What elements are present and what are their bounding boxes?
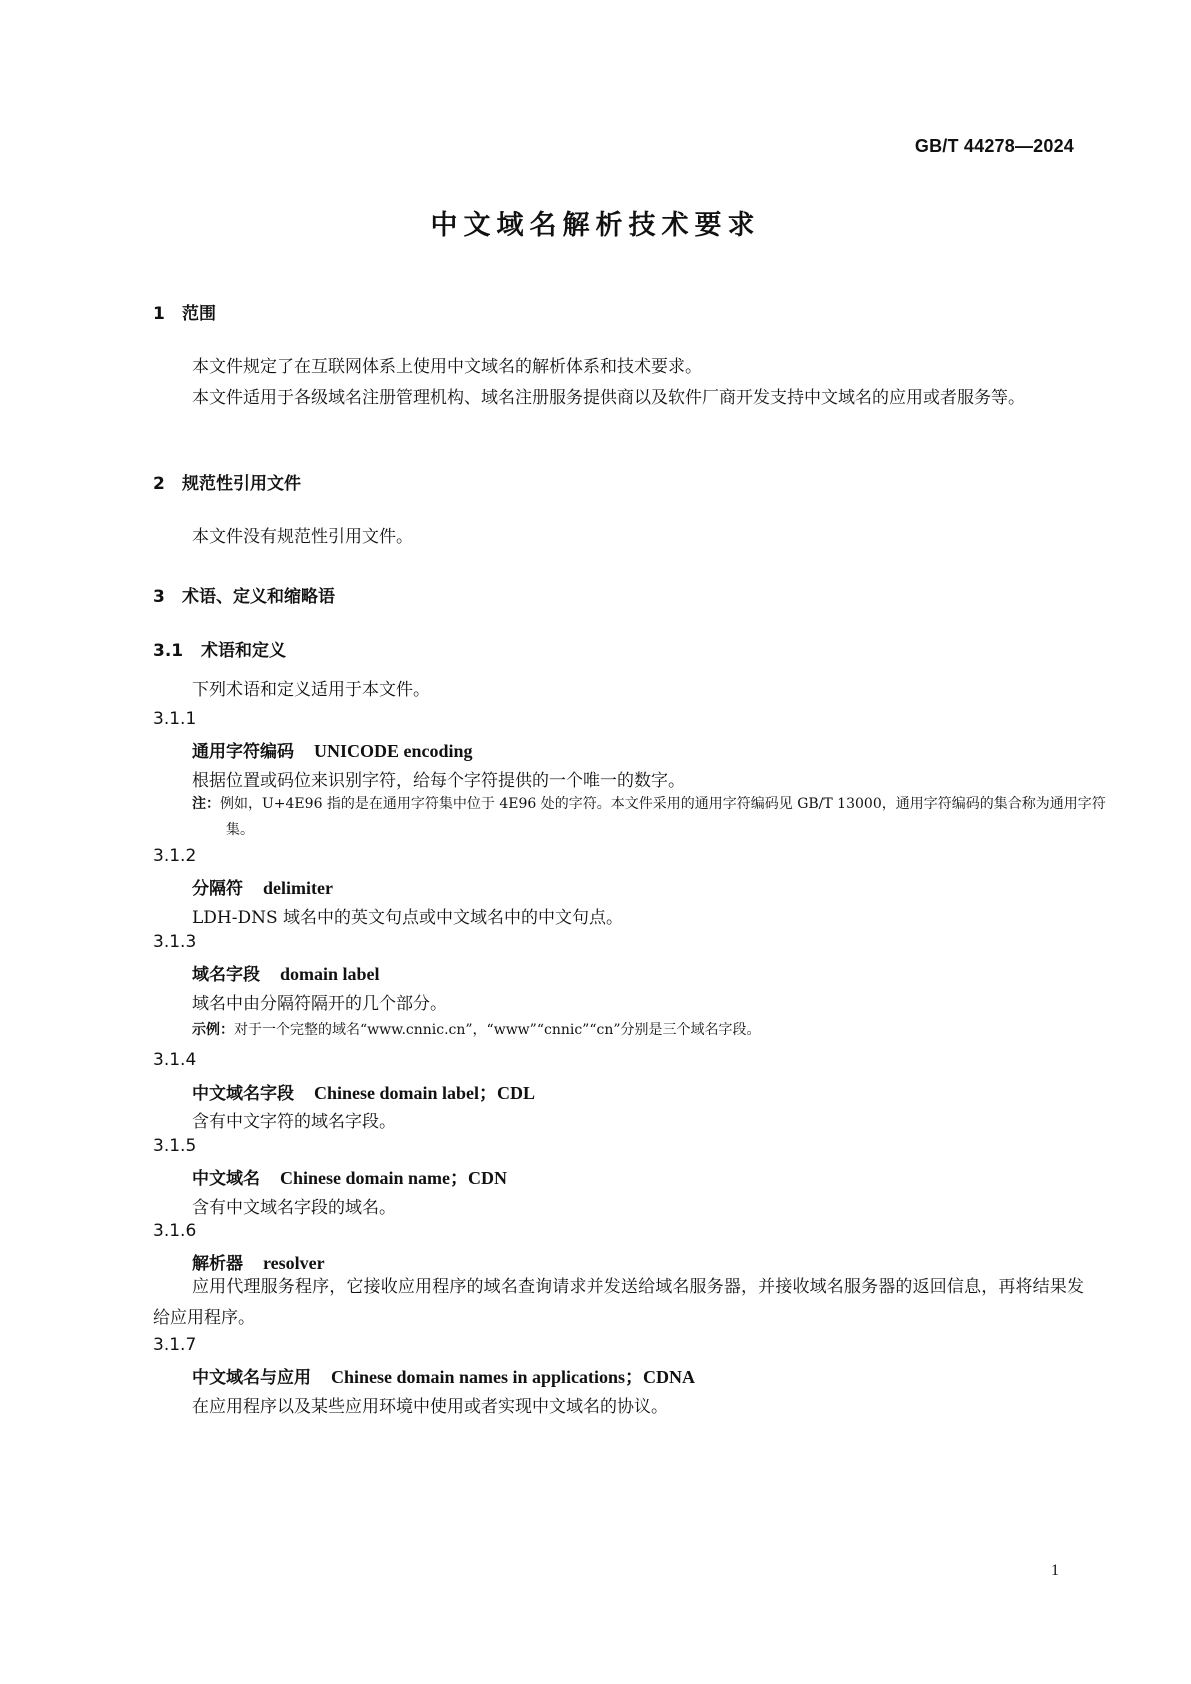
section-1-heading	[153, 299, 216, 324]
section-number: 2	[153, 474, 165, 494]
term-definition: 含有中文域名字段的域名。	[192, 1198, 396, 1218]
note-text: 例如，U+4E96 指的是在通用字符集中位于 4E96 处的字符。本文件采用的通用字符编码见 GB/T 13000，通用字符编码的集合称为通用字符集。	[220, 796, 1106, 838]
term-number: 3.1.4	[153, 1050, 197, 1070]
term-en: domain label	[280, 964, 380, 984]
term-heading	[192, 960, 380, 985]
term-number: 3.1.6	[153, 1221, 197, 1241]
example-label: 示例：	[192, 1022, 234, 1038]
subsection-3-1-intro: 下列术语和定义适用于本文件。	[192, 680, 430, 700]
term-en: delimiter	[263, 878, 333, 898]
term-number: 3.1.1	[153, 709, 197, 729]
standard-number: GB/T 44278—2024	[914, 136, 1074, 156]
section-title: 范围	[182, 304, 216, 324]
term-zh: 分隔符	[192, 879, 243, 899]
term-zh: 域名字段	[192, 965, 260, 985]
section-number: 1	[153, 304, 165, 324]
term-zh: 解析器	[192, 1254, 243, 1274]
subsection-title: 术语和定义	[201, 641, 286, 661]
section-2-paragraph-1: 本文件没有规范性引用文件。	[192, 527, 413, 547]
section-2-heading	[153, 469, 301, 494]
term-zh: 中文域名与应用	[192, 1368, 311, 1388]
subsection-number: 3.1	[153, 641, 184, 661]
term-definition: 含有中文字符的域名字段。	[192, 1112, 396, 1132]
term-number: 3.1.2	[153, 846, 197, 866]
term-number: 3.1.5	[153, 1136, 197, 1156]
term-zh: 中文域名字段	[192, 1084, 294, 1104]
subsection-3-1-heading	[153, 636, 286, 661]
term-zh: 中文域名	[192, 1169, 260, 1189]
section-1-paragraph-1: 本文件规定了在互联网体系上使用中文域名的解析体系和技术要求。	[192, 357, 702, 377]
note-label: 注：	[192, 796, 220, 812]
term-definition: 在应用程序以及某些应用环境中使用或者实现中文域名的协议。	[192, 1397, 668, 1417]
term-definition: 应用代理服务程序，它接收应用程序的域名查询请求并发送给域名服务器，并接收域名服务器的返回信息，再将结果发给应用程序。	[153, 1277, 1084, 1328]
term-definition: 根据位置或码位来识别字符，给每个字符提供的一个唯一的数字。	[192, 771, 685, 791]
term-heading	[192, 737, 473, 762]
term-note	[192, 791, 1118, 843]
term-number: 3.1.7	[153, 1335, 197, 1355]
example-text: 对于一个完整的域名“www.cnnic.cn”，“www”“cnnic”“cn”分别是三个域名字段。	[234, 1022, 761, 1038]
section-number: 3	[153, 587, 165, 607]
term-example	[192, 1019, 761, 1039]
document-title: 中文域名解析技术要求	[430, 210, 761, 241]
page-number: 1	[1051, 1562, 1059, 1579]
term-en: Chinese domain name；CDN	[280, 1168, 508, 1188]
term-en: UNICODE encoding	[314, 741, 473, 761]
term-en: Chinese domain names in applications；CDNA	[331, 1367, 696, 1387]
section-title: 规范性引用文件	[182, 474, 301, 494]
term-en: Chinese domain label；CDL	[314, 1083, 536, 1103]
term-heading	[192, 1249, 325, 1274]
section-1-paragraph-2: 本文件适用于各级域名注册管理机构、域名注册服务提供商以及软件厂商开发支持中文域名的应用或者服务等。	[192, 388, 1025, 408]
term-en: resolver	[263, 1253, 325, 1273]
section-title: 术语、定义和缩略语	[182, 587, 335, 607]
term-heading	[192, 1363, 695, 1389]
term-zh: 通用字符编码	[192, 742, 294, 762]
term-heading	[192, 874, 333, 899]
term-heading	[192, 1164, 507, 1190]
section-3-heading	[153, 582, 335, 607]
term-heading	[192, 1079, 535, 1105]
term-definition: 域名中由分隔符隔开的几个部分。	[192, 994, 447, 1014]
term-definition: LDH-DNS 域名中的英文句点或中文域名中的中文句点。	[192, 908, 624, 928]
term-number: 3.1.3	[153, 932, 197, 952]
